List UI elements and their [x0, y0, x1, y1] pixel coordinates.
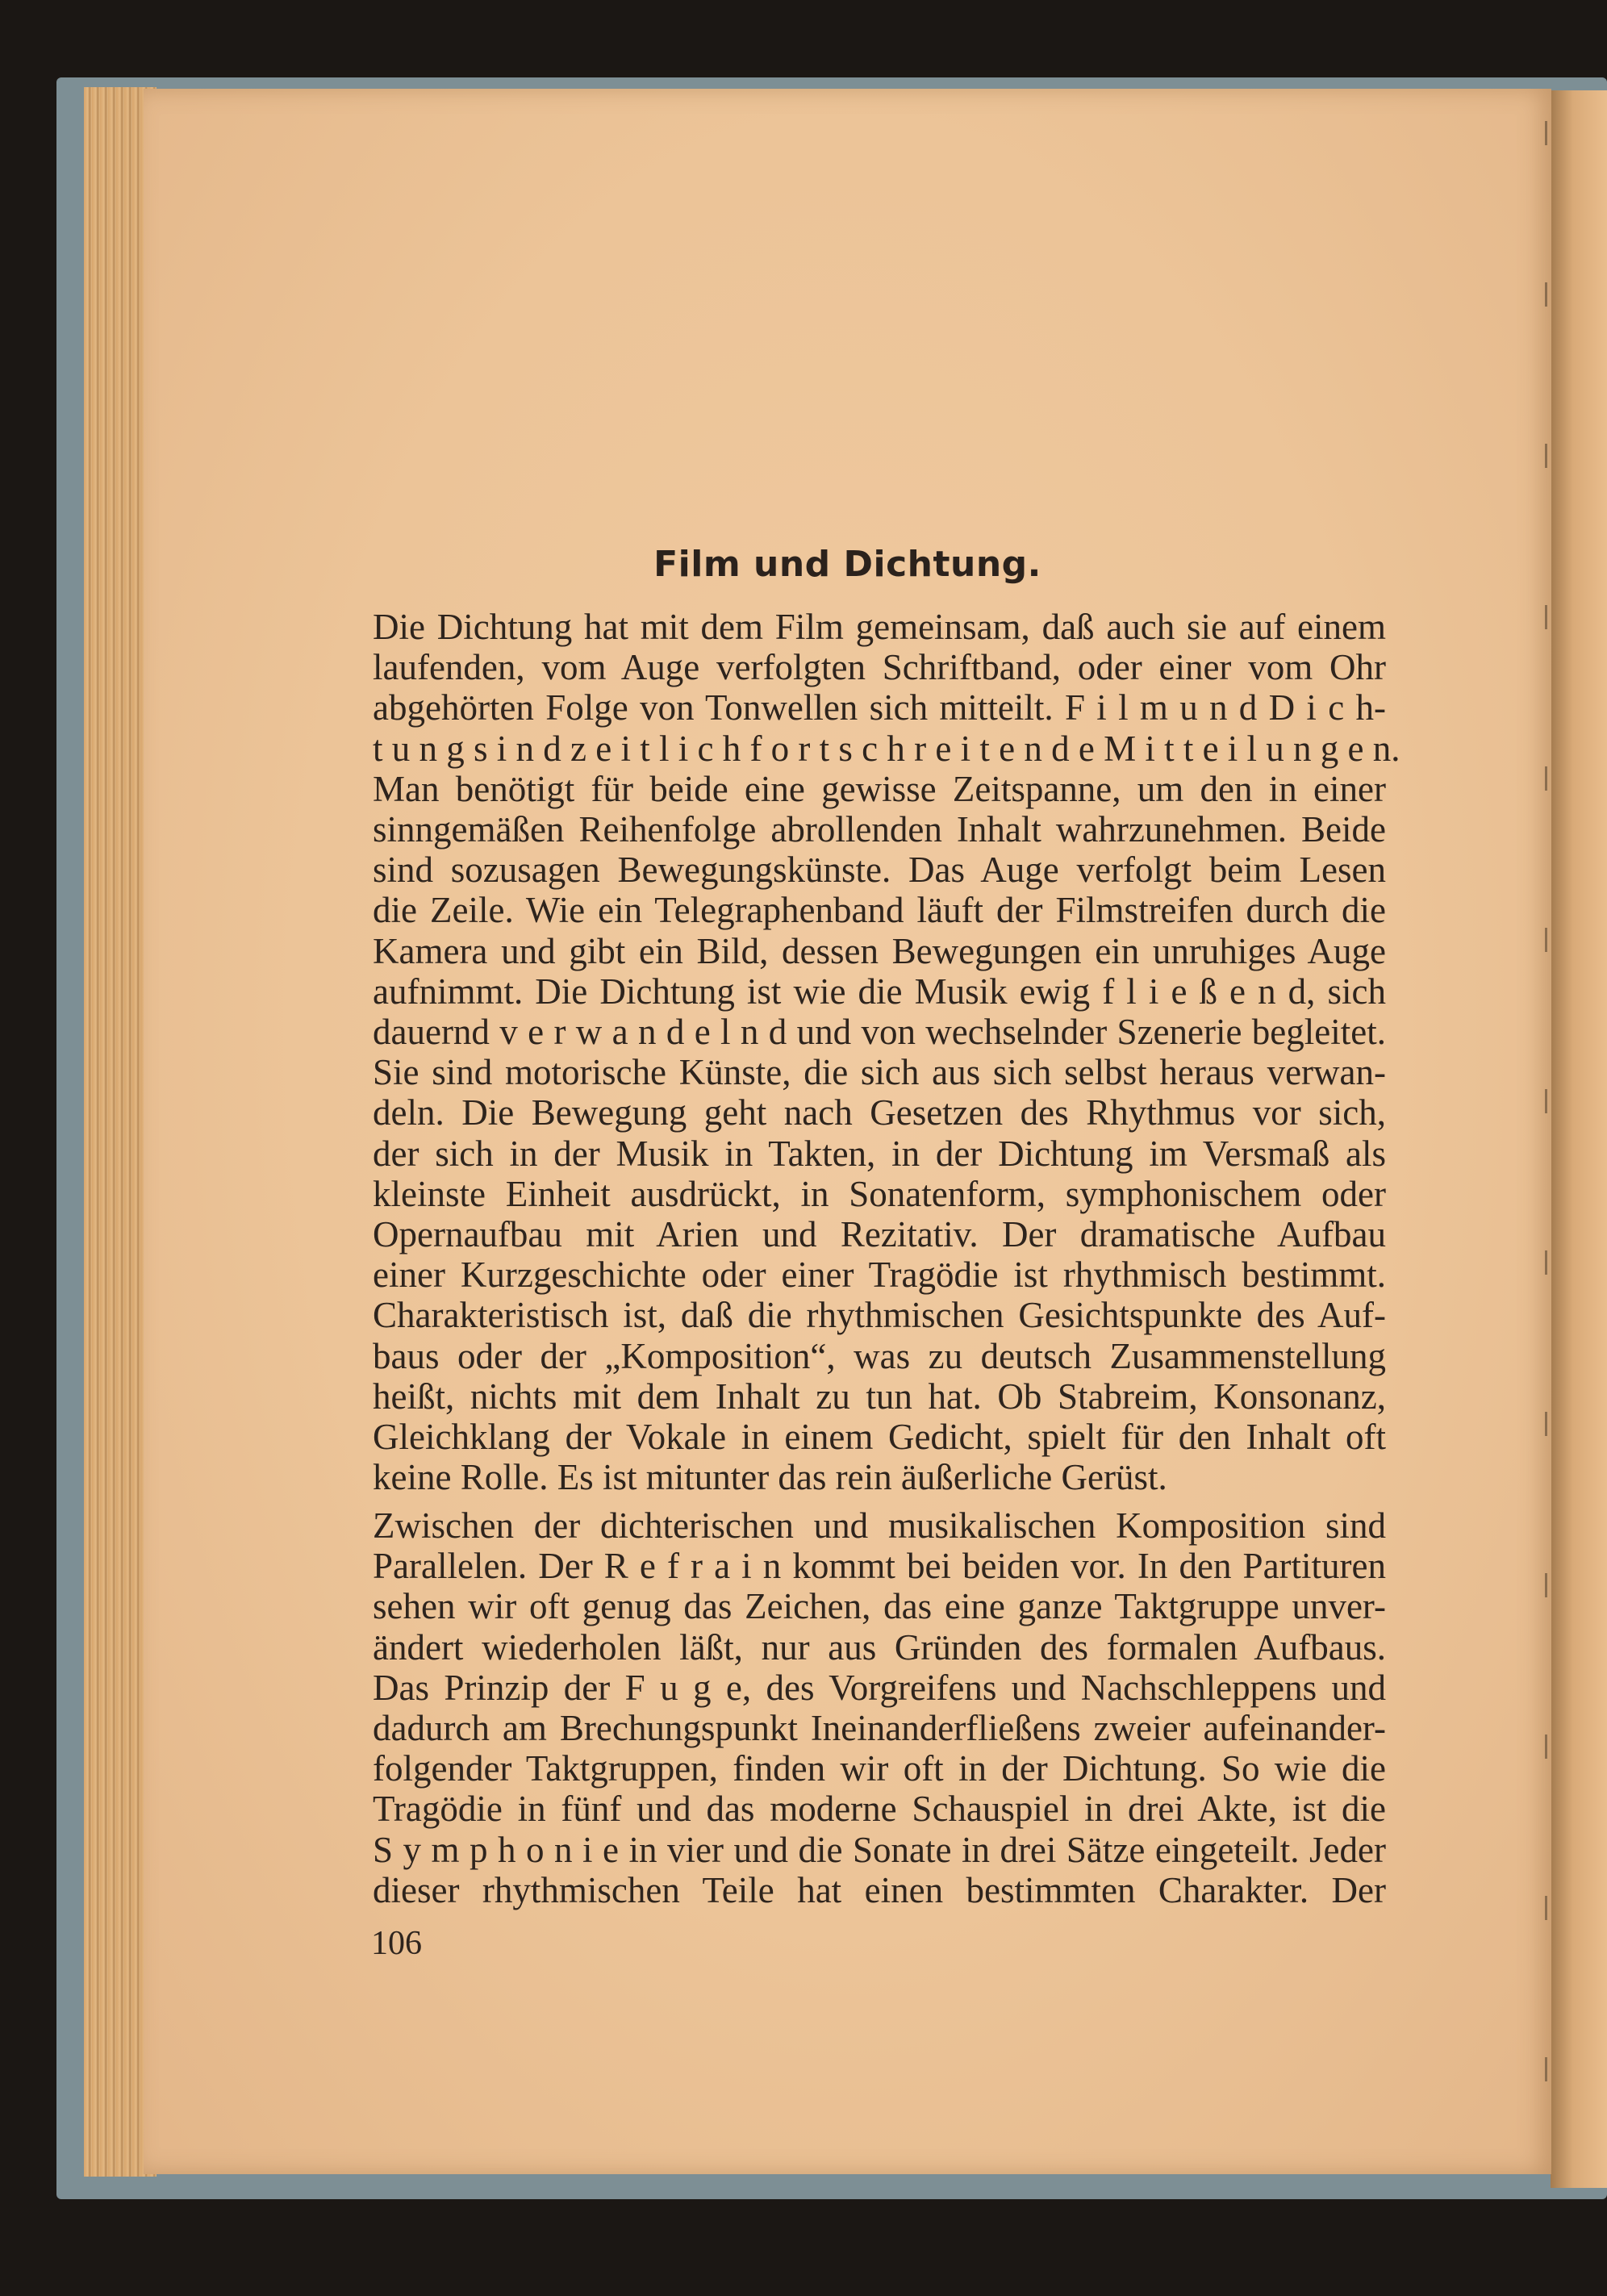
text-line: folgender Taktgruppen, finden wir oft in der Dichtung. So wie die	[373, 1748, 1386, 1789]
text-line: sehen wir oft genug das Zeichen, das eine ganze Taktgruppe unver-	[373, 1586, 1386, 1627]
paragraph-1	[373, 607, 1400, 1498]
text-line: deln. Die Bewegung geht nach Gesetzen des Rhythmus vor sich,	[373, 1092, 1386, 1133]
text-line: laufenden, vom Auge verfolgten Schriftband, oder einer vom Ohr	[373, 647, 1386, 688]
text-line: sind sozusagen Bewegungskünste. Das Auge verfolgt beim Lesen	[373, 850, 1386, 891]
text-line: aufnimmt. Die Dichtung ist wie die Musik ewig f l i e ß e n d, sich	[373, 971, 1386, 1012]
text-line: Kamera und gibt ein Bild, dessen Bewegungen ein unruhiges Auge	[373, 930, 1386, 971]
text-line: Parallelen. Der R e f r a i n kommt bei beiden vor. In den Partituren	[373, 1546, 1386, 1587]
text-line: Tragödie in fünf und das moderne Schauspiel in drei Akte, ist die	[373, 1789, 1386, 1830]
chapter-title: Film und Dichtung.	[653, 544, 1041, 585]
text-line: sinngemäßen Reihenfolge abrollenden Inhalt wahrzunehmen. Beide	[373, 809, 1386, 850]
binding-thread	[1545, 121, 1547, 2138]
page-number: 106	[371, 1925, 422, 1962]
text-line: Sie sind motorische Künste, die sich aus sich selbst heraus verwan-	[373, 1052, 1386, 1093]
text-line: baus oder der „Komposition“, was zu deutsch Zusammenstellung	[373, 1335, 1386, 1376]
text-line: Zwischen der dichterischen und musikalischen Komposition sind	[373, 1505, 1386, 1546]
text-line: der sich in der Musik in Takten, in der Dichtung im Versmaß als	[373, 1133, 1386, 1174]
text-line: keine Rolle. Es ist mitunter das rein äußerliche Gerüst.	[373, 1457, 1167, 1498]
text-line: t u n g s i n d z e i t l i c h f o r t s c h r e i t e n d e M i t t e i l u n g e n.	[373, 728, 1400, 769]
text-line: dadurch am Brechungspunkt Ineinanderfließens zweier aufeinander-	[373, 1708, 1386, 1749]
text-line: heißt, nichts mit dem Inhalt zu tun hat. Ob Stabreim, Konsonanz,	[373, 1376, 1386, 1417]
next-page-gutter	[1551, 90, 1607, 2188]
paragraph-2	[373, 1505, 1386, 1910]
text-line: einer Kurzgeschichte oder einer Tragödie ist rhythmisch bestimmt.	[373, 1254, 1386, 1296]
text-line: Das Prinzip der F u g e, des Vorgreifens und Nachschleppens und	[373, 1667, 1386, 1708]
text-line: Die Dichtung hat mit dem Film gemeinsam, daß auch sie auf einem	[373, 607, 1386, 647]
text-line: Charakteristisch ist, daß die rhythmischen Gesichtspunkte des Auf-	[373, 1295, 1386, 1336]
text-line: dieser rhythmischen Teile hat einen bestimmten Charakter. Der	[373, 1869, 1386, 1910]
text-line: dauernd v e r w a n d e l n d und von wechselnder Szenerie begleitet.	[373, 1012, 1386, 1053]
text-line: Man benötigt für beide eine gewisse Zeitspanne, um den in einer	[373, 768, 1386, 809]
text-line: ändert wiederholen läßt, nur aus Gründen des formalen Aufbaus.	[373, 1626, 1386, 1668]
text-line: S y m p h o n i e in vier und die Sonate in drei Sätze eingeteilt. Jeder	[373, 1829, 1386, 1870]
text-line: Gleichklang der Vokale in einem Gedicht, spielt für den Inhalt oft	[373, 1417, 1386, 1458]
text-line: kleinste Einheit ausdrückt, in Sonatenform, symphonischem oder	[373, 1173, 1386, 1214]
text-line: abgehörten Folge von Tonwellen sich mitteilt. F i l m u n d D i c h-	[373, 687, 1386, 728]
text-line: Opernaufbau mit Arien und Rezitativ. Der dramatische Aufbau	[373, 1214, 1386, 1255]
text-line: die Zeile. Wie ein Telegraphenband läuft der Filmstreifen durch die	[373, 890, 1386, 931]
